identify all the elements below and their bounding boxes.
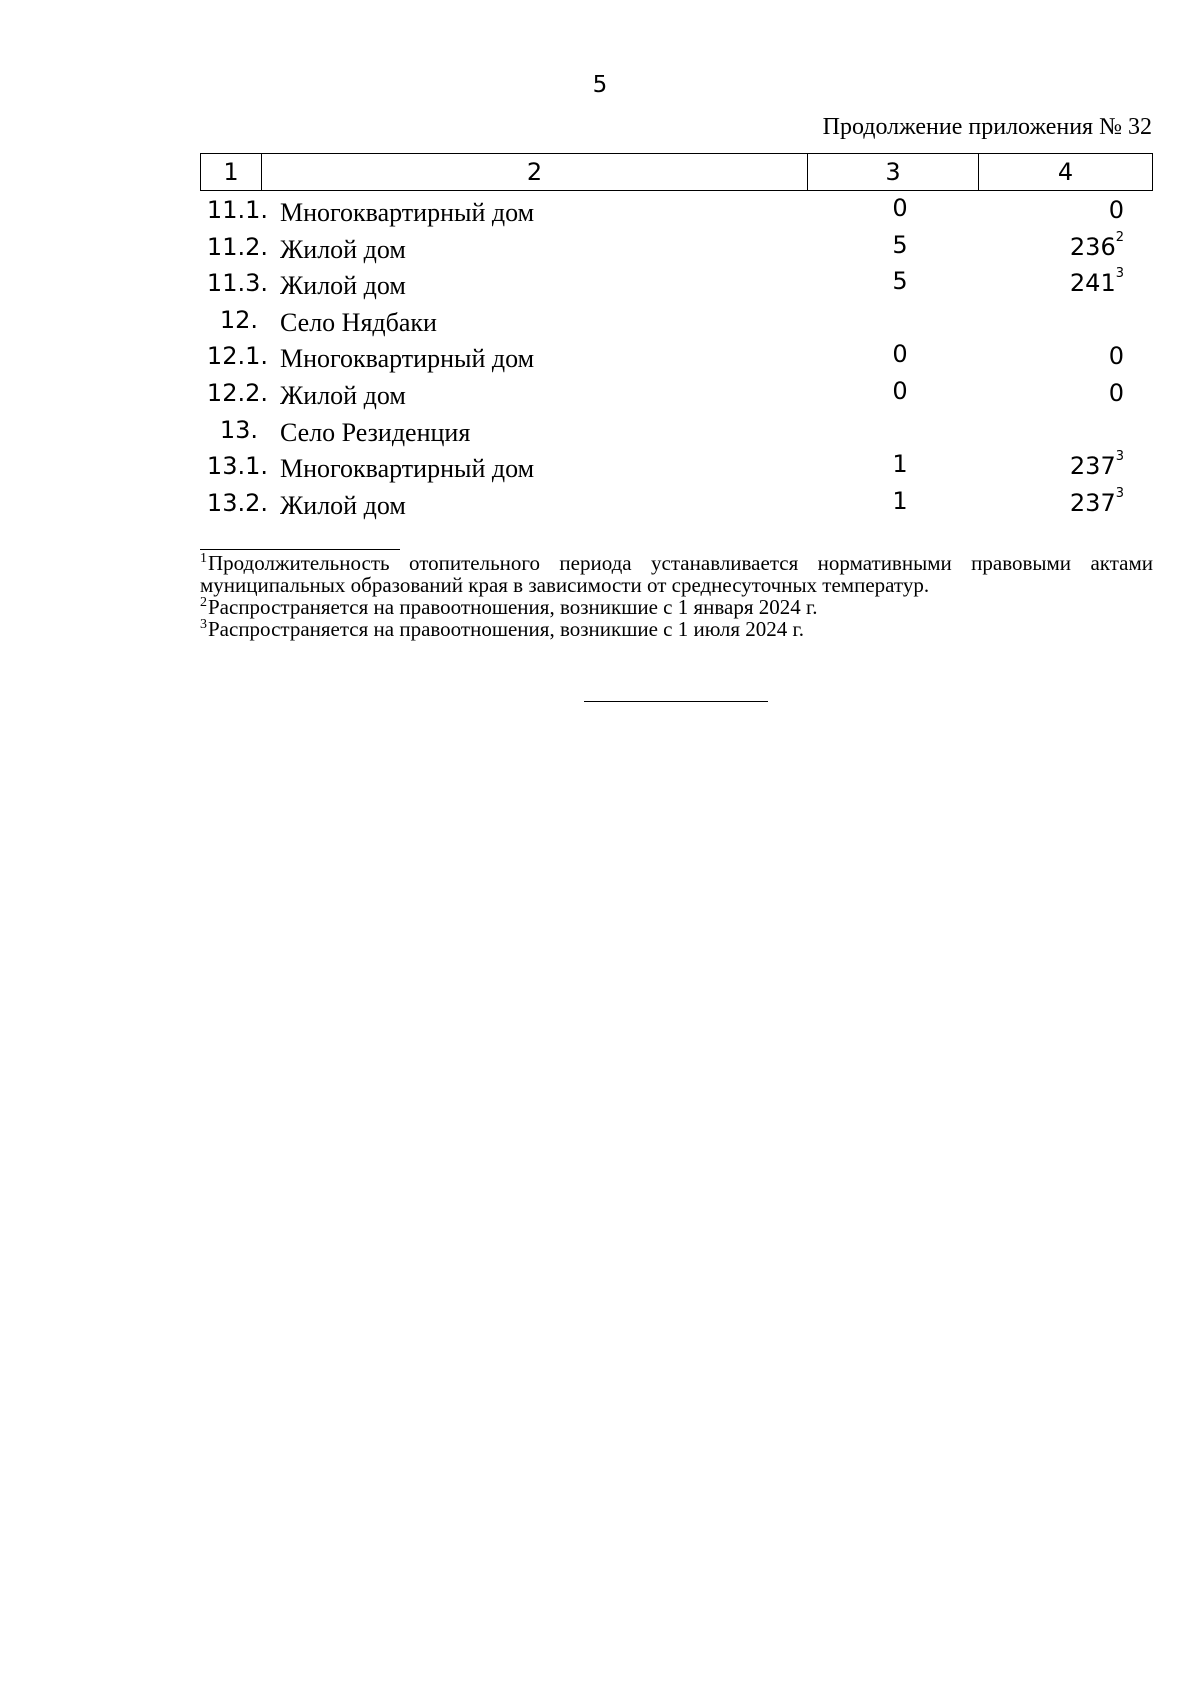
- row-col4-footnote-mark: 3: [1115, 485, 1124, 501]
- row-col3: 0: [892, 194, 908, 222]
- continuation-label: Продолжение приложения № 32: [822, 114, 1152, 140]
- row-col4-value: 241: [1069, 269, 1116, 298]
- row-name: Село Нядбаки: [280, 307, 437, 337]
- footnotes: [200, 552, 1153, 640]
- row-number: 12.: [219, 305, 258, 334]
- row-col3: 1: [892, 486, 908, 515]
- row-col4-footnote-mark: 3: [1115, 449, 1124, 465]
- row-name: Жилой дом: [280, 380, 406, 410]
- column-header-3: 3: [808, 154, 979, 191]
- footnote-1: [200, 552, 1153, 596]
- column-header-2: 2: [262, 154, 808, 191]
- row-name: Многоквартирный дом: [280, 454, 535, 484]
- row-col3: 0: [892, 340, 908, 369]
- row-name: Многоквартирный дом: [280, 344, 535, 374]
- row-number: 11.1.: [206, 196, 268, 224]
- row-number: 11.2.: [206, 232, 268, 261]
- table-row: [200, 340, 1153, 377]
- row-col3: 0: [892, 376, 908, 405]
- row-col4-value: 237: [1069, 452, 1116, 481]
- table-row: [200, 267, 1153, 304]
- footnote-3: [200, 618, 1153, 640]
- page-number: 5: [592, 72, 608, 98]
- column-header-4: 4: [979, 154, 1153, 191]
- row-col4-value: 0: [1108, 196, 1124, 224]
- footnote-mark: 3: [200, 617, 207, 632]
- row-name: Жилой дом: [280, 234, 406, 264]
- row-col4-value: 237: [1069, 488, 1116, 517]
- row-col3: 5: [892, 230, 908, 259]
- table-row: [200, 377, 1153, 414]
- row-number: 12.2.: [206, 378, 268, 407]
- row-col4-footnote-mark: 3: [1115, 266, 1124, 282]
- footnote-mark: 1: [200, 551, 207, 566]
- end-of-document-rule: [584, 701, 768, 702]
- row-name: Многоквартирный дом: [280, 198, 535, 227]
- row-number: 13.2.: [206, 488, 268, 517]
- footnote-2: [200, 596, 1153, 618]
- row-col3: 5: [892, 267, 908, 296]
- row-name: Жилой дом: [280, 490, 406, 520]
- footnote-separator: [200, 549, 400, 550]
- row-number: 13.: [219, 415, 258, 444]
- footnote-text: Продолжительность отопительного периода устанавливается нормативными правовыми актами муниципальных образований края в зависимости от среднесуточных температур.: [200, 551, 1153, 597]
- column-header-1: 1: [201, 154, 262, 191]
- row-name: Жилой дом: [280, 271, 406, 301]
- row-col4-value: 236: [1069, 232, 1116, 261]
- row-col4-footnote-mark: 2: [1115, 229, 1124, 245]
- footnote-text: Распространяется на правоотношения, возникшие с 1 января 2024 г.: [208, 595, 818, 619]
- row-col4-value: 0: [1108, 378, 1124, 407]
- row-name: Село Резиденция: [280, 417, 471, 447]
- table-body: [200, 194, 1153, 523]
- row-number: 11.3.: [206, 269, 268, 298]
- column-header-table: [200, 153, 1153, 191]
- footnote-mark: 2: [200, 595, 207, 610]
- footnote-text: Распространяется на правоотношения, возникшие с 1 июля 2024 г.: [208, 617, 805, 641]
- table-row: [200, 487, 1153, 524]
- table-row: [200, 231, 1153, 268]
- row-col3: 1: [892, 450, 908, 479]
- table-row-section: [200, 414, 1153, 451]
- table-row: [200, 194, 1153, 231]
- row-number: 13.1.: [206, 452, 268, 481]
- row-number: 12.1.: [206, 342, 268, 371]
- table-row: [200, 450, 1153, 487]
- row-col4-value: 0: [1108, 342, 1124, 371]
- table-row-section: [200, 304, 1153, 341]
